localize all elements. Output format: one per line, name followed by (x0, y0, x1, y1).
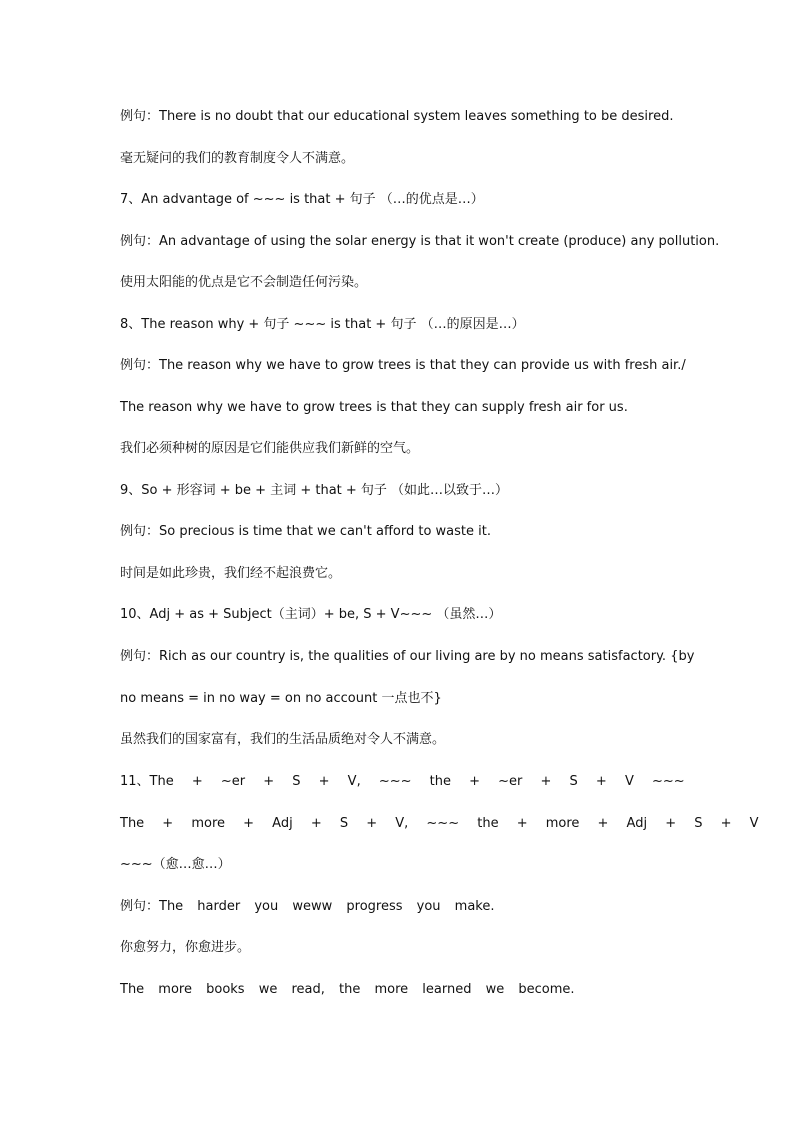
translation-line: 毫无疑问的我们的教育制度令人不满意。 (120, 151, 355, 166)
pattern-heading-11: 11、The + ~er + S + V, ~~~ the + ~er + S + V ~~~ (120, 774, 685, 789)
pattern-heading-10: 10、Adj + as + Subject（主词）+ be, S + V~~~ （虽然…） (120, 607, 502, 622)
example-sentence-line: 例句：Rich as our country is, the qualities of our living are by no means satisfactory. {by (120, 649, 695, 664)
example-sentence-line: no means = in no way = on no account 一点也不} (120, 691, 442, 706)
example-sentence-line: 例句：So precious is time that we can't afford to waste it. (120, 524, 491, 539)
translation-line: 时间是如此珍贵，我们经不起浪费它。 (120, 566, 342, 581)
example-sentence-line: 例句：An advantage of using the solar energy is that it won't create (produce) any pollution. (120, 234, 720, 249)
translation-line: 使用太阳能的优点是它不会制造任何污染。 (120, 275, 368, 290)
pattern-formula-line: ~~~（愈…愈…） (120, 857, 231, 872)
example-sentence-line: 例句：There is no doubt that our educational system leaves something to be desired. (120, 109, 674, 124)
pattern-heading-8: 8、The reason why + 句子 ~~~ is that + 句子 （…的原因是…） (120, 317, 525, 332)
pattern-formula-line: The + more + Adj + S + V, ~~~ the + more + Adj + S + V (120, 816, 759, 831)
pattern-heading-7: 7、An advantage of ~~~ is that + 句子 （…的优点是…） (120, 192, 484, 207)
translation-line: 虽然我们的国家富有，我们的生活品质绝对令人不满意。 (120, 732, 446, 747)
translation-line: 我们必须种树的原因是它们能供应我们新鲜的空气。 (120, 441, 420, 456)
example-sentence-line: 例句：The harder you weww progress you make. (120, 899, 495, 914)
example-sentence-line: The reason why we have to grow trees is that they can supply fresh air for us. (120, 400, 628, 415)
example-sentence-line: The more books we read, the more learned we become. (120, 982, 575, 997)
translation-line: 你愈努力，你愈进步。 (120, 940, 251, 955)
pattern-heading-9: 9、So + 形容词 + be + 主词 + that + 句子 （如此…以致于…） (120, 483, 509, 498)
example-sentence-line: 例句：The reason why we have to grow trees is that they can provide us with fresh air./ (120, 358, 686, 373)
